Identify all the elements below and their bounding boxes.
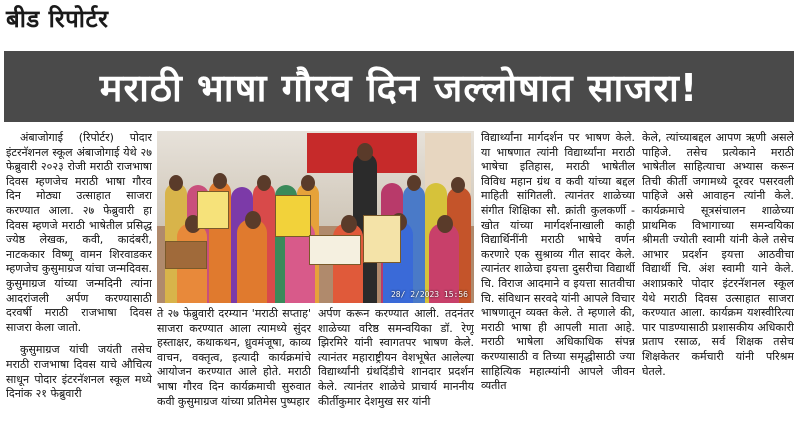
- craft-chart: [197, 191, 229, 229]
- student-head: [301, 175, 315, 191]
- article-column-4: [481, 131, 635, 441]
- craft-chart: [275, 195, 311, 237]
- student-figure: [237, 219, 267, 303]
- student-head: [341, 215, 357, 233]
- column2-paragraph-1: ते २७ फेब्रुवारी दरम्यान 'मराठी सप्ताह' साजरा करण्यात आला त्यामध्ये सुंदर हस्ताक्षर, कथाकथन, ध्रुवमंजूषा, काव्य वाचन, वक्तृत्व, इत्यादी कार्यक्रमांचे आयोजन करण्यात आले होते. मराठी भाषा गौरव दिन कार्यक्रमाची सुरुवात कवी कुसुमाग्रज यांच्या प्रतिमेस पुष्पहार: [157, 307, 311, 408]
- article-column-2: [157, 307, 311, 441]
- column1-paragraph-2: कुसुमाग्रज यांची जयंती तसेच मराठी राजभाषा दिवस याचे औचित्य साधून पोदार इंटरनॅशनल स्कूल मध्ये दिनांक २१ फेब्रुवारी: [6, 343, 152, 401]
- headline-band: [4, 51, 794, 122]
- student-head: [437, 215, 453, 233]
- column3-paragraph-1: अर्पण करून करण्यात आली. तदनंतर शाळेच्या वरिष्ठ समन्वयिका डॉ. रेणू झिरमिरे यांनी स्वागतपर भाषण केले. त्यानंतर महाराष्ट्रीयन वेशभूषेत आलेल्या विद्यार्थ्यांनी ग्रंथदिंडीचे शानदार प्रदर्शन केले. त्यानंतर शाळेचे प्राचार्य माननीय कीर्तीकुमार देशमुख सर यांनी: [318, 307, 474, 408]
- column1-paragraph-1: अंबाजोगाई (रिपोर्टर) पोदार इंटरनॅशनल स्कूल अंबाजोगाई येथे २७ फेब्रुवारी २०२३ रोजी मराठी राजभाषा दिवस म्हणजेच मराठी भाषा गौरव दिन मोठ्या उत्साहात साजरा करण्यात आला. २७ फेब्रुवारी हा दिवस म्हणजे मराठी भाषेतील प्रसिद्ध ज्येष्ठ लेखक, कवी, कादंबरी, नाटककार विष्णू वामन शिरवाडकर म्हणजेच कुसुमाग्रज यांचा जन्मदिवस. कुसुमाग्रज यांच्या जन्मदिनी त्यांना आदरांजली अर्पण करण्यासाठी दरवर्षी मराठी राजभाषा दिवस साजरा केला जातो.: [6, 131, 152, 334]
- masthead-label: बीड रिपोर्टर: [6, 5, 109, 33]
- teacher-head: [357, 143, 373, 161]
- headline-title: मराठी भाषा गौरव दिन जल्लोषात साजरा!: [99, 65, 699, 110]
- column4-paragraph-1: विद्यार्थ्यांना मार्गदर्शन पर भाषण केले. या भाषणात त्यांनी विद्यार्थ्यांना मराठी भाषेचा इतिहास, मराठी भाषेतील विविध महान ग्रंथ व कवी यांच्या बद्दल माहिती सांगितली. त्यानंतर शाळेच्या संगीत शिक्षिका सौ. क्रांती कुलकर्णी - खोत यांच्या मार्गदर्शनाखाली काही विद्यार्थिनींनी मराठी भाषेचे वर्णन करणारे एक सुश्राव्य गीत सादर केले. त्यानंतर शाळेचा इयत्ता दुसरीचा विद्यार्थी चि. विराज आदमाने व इयत्ता सातवीचा चि. संविधान सरवदे यांनी आपले विचार भाषणातून व्यक्त केले. ते म्हणाले की, मराठी भाषा ही आपली माता आहे. मराठी भाषेला अधिकाधिक संपन्न करण्यासाठी व तिच्या समृद्धीसाठी ज्या साहित्यिक महात्म्यांनी आपले जीवन व्यतीत: [481, 131, 635, 393]
- article-column-1: [6, 131, 152, 441]
- event-photo: [157, 131, 474, 303]
- student-head: [257, 175, 271, 191]
- craft-chart: [309, 235, 361, 265]
- column5-paragraph-1: केले, त्यांच्याबद्दल आपण ऋणी असले पाहिजे. तसेच प्रत्येकाने मराठी भाषेतील साहित्याचा अभ्यास करून तिची कीर्ती जगामध्ये दूरवर पसरवली पाहिजे असे आवाहन त्यांनी केले. कार्यक्रमाचे सूत्रसंचालन शाळेच्या प्राथमिक विभागाच्या समन्वयिका श्रीमती ज्योती स्वामी यांनी केले तसेच आभार प्रदर्शन इयत्ता आठवीचा विद्यार्थी चि. अंश स्वामी याने केले. अशाप्रकारे पोदार इंटरनॅशनल स्कूल येथे मराठी दिवस उत्साहात साजरा करण्यात आला. कार्यक्रम यशस्वीरित्या पार पाडण्यासाठी प्रशासकीय अधिकारी प्रताप रसाळ, सर्व शिक्षक तसेच शिक्षकेतर कर्मचारी यांनी परिश्रम घेतले.: [642, 131, 794, 378]
- student-head: [245, 211, 261, 229]
- student-head: [451, 177, 465, 193]
- student-head: [169, 175, 183, 191]
- article-column-3: [318, 307, 474, 441]
- craft-chart: [363, 215, 401, 263]
- photo-timestamp: 28/ 2/2023 15:56: [390, 290, 468, 299]
- craft-board: [165, 241, 207, 269]
- student-head: [213, 173, 227, 189]
- student-head: [407, 175, 421, 191]
- article-column-5: [642, 131, 794, 441]
